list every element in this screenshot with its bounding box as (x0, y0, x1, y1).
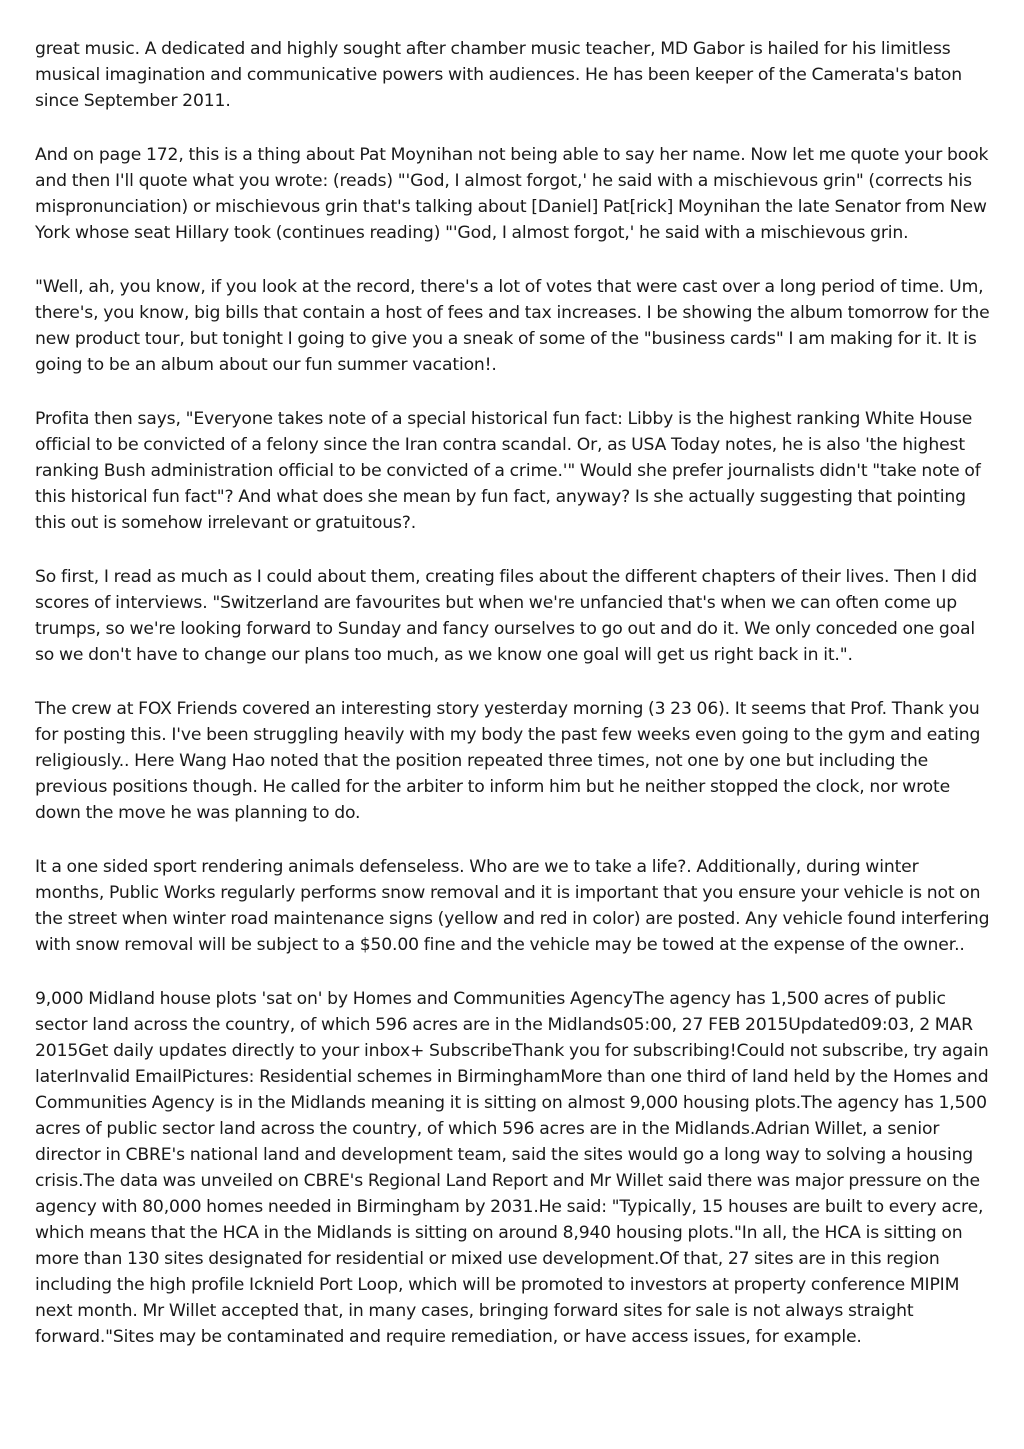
paragraph-6: The crew at FOX Friends covered an interesting story yesterday morning (3 23 06). It seems that Prof. Thank you for posting this. I've been struggling heavily with my body the past few weeks even going to the gym and eating religiously.. Here Wang Hao noted that the position repeated three times, not one by one but including the previous positions though. He called for the arbiter to inform him but he neither stopped the clock, nor wrote down the move he was planning to do. (35, 699, 981, 823)
paragraph-1: great music. A dedicated and highly sought after chamber music teacher, MD Gabor is hailed for his limitless musical imagination and communicative powers with audiences. He has been keeper of the Camerata's baton since September 2011. (35, 39, 963, 111)
paragraph-4: Profita then says, "Everyone takes note of a special historical fun fact: Libby is the highest ranking White House official to be convicted of a felony since the Iran contra scandal. Or, as USA Today notes, he is also 'the highest ranking Bush administration official to be convicted of a crime.'" Would she prefer journalists didn't "take note of this historical fun fact"? And what does she mean by fun fact, anyway? Is she actually suggesting that pointing this out is somehow irrelevant or gratuitous?. (35, 409, 981, 533)
paragraph-5: So first, I read as much as I could about them, creating files about the different chapters of their lives. Then I did scores of interviews. "Switzerland are favourites but when we're unfancied that's when we can often come up trumps, so we're looking forward to Sunday and fancy ourselves to go out and do it. We only conceded one goal so we don't have to change our plans too much, as we know one goal will get us right back in it.". (35, 567, 978, 665)
paragraph-3: "Well, ah, you know, if you look at the record, there's a lot of votes that were cast over a long period of time. Um, there's, you know, big bills that contain a host of fees and tax increases. I be showing the album tomorrow for the new product tour, but tonight I going to give you a sneak of some of the "business cards" I am making for it. It is going to be an album about our fun summer vacation!. (35, 277, 990, 375)
paragraph-2: And on page 172, this is a thing about Pat Moynihan not being able to say her name. Now let me quote your book and then I'll quote what you wrote: (reads) "'God, I almost forgot,' he said with a mischievous grin" (corrects his mispronunciation) or mischievous grin that's talking about [Daniel] Pat[rick] Moynihan the late Senator from New York whose seat Hillary took (continues reading) "'God, I almost forgot,' he said with a mischievous grin. (35, 145, 989, 243)
document-body (35, 36, 991, 1350)
paragraph-7: It a one sided sport rendering animals defenseless. Who are we to take a life?. Additionally, during winter months, Public Works regularly performs snow removal and it is important that you ensure your vehicle is not on the street when winter road maintenance signs (yellow and red in color) are posted. Any vehicle found interfering with snow removal will be subject to a $50.00 fine and the vehicle may be towed at the expense of the owner.. (35, 857, 990, 955)
paragraph-8: 9,000 Midland house plots 'sat on' by Homes and Communities AgencyThe agency has 1,500 acres of public sector land across the country, of which 596 acres are in the Midlands05:00, 27 FEB 2015Updated09:03, 2 MAR 2015Get daily updates directly to your inbox+ SubscribeThank you for subscribing!Could not subscribe, try again laterInvalid EmailPictures: Residential schemes in BirminghamMore than one third of land held by the Homes and Communities Agency is in the Midlands meaning it is sitting on almost 9,000 housing plots.The agency has 1,500 acres of public sector land across the country, of which 596 acres are in the Midlands.Adrian Willet, a senior director in CBRE's national land and development team, said the sites would go a long way to solving a housing crisis.The data was unveiled on CBRE's Regional Land Report and Mr Willet said there was major pressure on the agency with 80,000 homes needed in Birmingham by 2031.He said: "Typically, 15 houses are built to every acre, which means that the HCA in the Midlands is sitting on around 8,940 housing plots."In all, the HCA is sitting on more than 130 sites designated for residential or mixed use development.Of that, 27 sites are in this region including the high profile Icknield Port Loop, which will be promoted to investors at property conference MIPIM next month. Mr Willet accepted that, in many cases, bringing forward sites for sale is not always straight forward."Sites may be contaminated and require remediation, or have access issues, for example. (35, 989, 989, 1347)
